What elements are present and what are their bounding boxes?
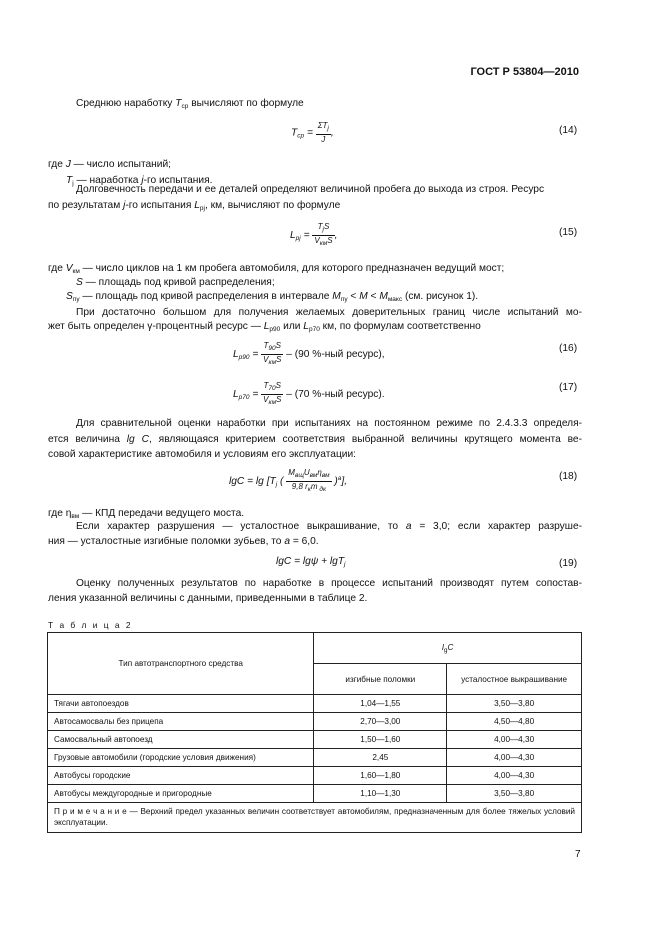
formula-14: $T_{ср}$ = $\frac{\Sigma T_j}{J}$ , bbox=[291, 121, 334, 144]
paragraph: совой характеристике автомобиля и условиям его эксплуатации: bbox=[48, 449, 356, 460]
table-title: Т а б л и ц а 2 bbox=[48, 620, 133, 630]
paragraph: Если характер разрушения — усталостное выкрашивание, то a = 3,0; если характер разруше- bbox=[76, 521, 582, 532]
paragraph: Долговечность передачи и ее деталей определяют величиной пробега до выхода из строя. Ресурс bbox=[76, 184, 545, 195]
paragraph: Оценку полученных результатов по наработке в процессе испытаний производят путем сопостав- bbox=[76, 578, 582, 589]
equation-number: (17) bbox=[559, 382, 578, 393]
table-row: Автосамосвалы без прицепа 2,70—3,00 4,50—4,80 bbox=[48, 713, 582, 731]
paragraph: жет быть определен γ-процентный ресурс — $L_{p90}$ или $L_{p70}$ км, по формулам соответственно bbox=[48, 321, 481, 333]
data-table bbox=[47, 632, 582, 833]
paragraph: При достаточно большом для получения желаемых доверительных границ числе испытаний мо- bbox=[76, 307, 582, 318]
where-clause: S — площадь под кривой распределения; bbox=[76, 277, 275, 288]
where-clause: $S_{пу}$ — площадь под кривой распределения в интервале $M_{пу} < M < M_{макс}$ (см. рисунок 1). bbox=[66, 291, 479, 303]
formula-19: lgC = lgψ + lgT$_j$ bbox=[276, 556, 346, 568]
equation-number: (18) bbox=[559, 471, 578, 482]
formula-17: $L_{p70}$ = $\frac{T_{70}S}{V_{км}S}$ – (70 %-ный ресурс). bbox=[233, 381, 385, 406]
paragraph: ния — усталостные изгибные поломки зубьев, то a = 6,0. bbox=[48, 536, 319, 547]
table-row: Автобусы междугородные и пригородные 1,10—1,30 3,50—3,80 bbox=[48, 785, 582, 803]
where-clause: где $V_{км}$ — число циклов на 1 км пробега автомобиля, для которого предназначен ведущий мост; bbox=[48, 263, 505, 275]
paragraph: Для сравнительной оценки наработки при испытаниях на постоянном режиме по 2.4.3.3 определя- bbox=[76, 418, 582, 429]
paragraph: ется величина lg C, являющаяся критерием соответствия выбранной величины крутящего момента ве- bbox=[48, 434, 582, 445]
header-type: Тип автотранспортного средства bbox=[48, 633, 314, 695]
header-pit: усталостное выкрашивание bbox=[447, 664, 582, 695]
table-row: Автобусы городские 1,60—1,80 4,00—4,30 bbox=[48, 767, 582, 785]
table-note: П р и м е ч а н и е — Верхний предел указанных величин соответствует автомобилям, предназначенным для более тяжелых условий эксплуатации. bbox=[48, 803, 582, 833]
where-clause: $T_j$ — наработка j-го испытания. bbox=[66, 175, 213, 187]
equation-number: (14) bbox=[559, 125, 578, 136]
page-number: 7 bbox=[575, 849, 581, 860]
formula-15: $L_{pj}$ = $\frac{T_jS}{V_{км}S}$ , bbox=[290, 222, 338, 247]
table-row: Тягачи автопоездов 1,04—1,55 3,50—3,80 bbox=[48, 695, 582, 713]
where-clause: где $\eta_{вм}$ — КПД передачи ведущего моста. bbox=[48, 508, 245, 520]
paragraph: ления указанной величины с данными, приведенными в таблице 2. bbox=[48, 593, 368, 604]
paragraph: по результатам j-го испытания $L_{pj}$, км, вычисляют по формуле bbox=[48, 200, 341, 212]
header-bend: изгибные поломки bbox=[314, 664, 447, 695]
table-row: Грузовые автомобили (городские условия движения) 2,45 4,00—4,30 bbox=[48, 749, 582, 767]
formula-16: $L_{p90}$ = $\frac{T_{90}S}{V_{км}S}$ – (90 %-ный ресурс), bbox=[233, 341, 385, 366]
where-clause: где J — число испытаний; bbox=[48, 159, 171, 170]
header-lgc: $l_gC$ bbox=[314, 633, 582, 664]
equation-number: (15) bbox=[559, 227, 578, 238]
paragraph: Среднюю наработку $T_{ср}$ вычисляют по формуле bbox=[76, 98, 304, 110]
equation-number: (16) bbox=[559, 343, 578, 354]
table-row: Самосвальный автопоезд 1,50—1,60 4,00—4,30 bbox=[48, 731, 582, 749]
equation-number: (19) bbox=[559, 558, 578, 569]
document-header: ГОСТ Р 53804—2010 bbox=[470, 66, 579, 78]
formula-18: $\lg C = \lg [T_j$ ( $\frac{M_{вщ}U_{вм}\eta_{вм}}{9,8 r_кm _{дк}}$ )$^a$], bbox=[229, 468, 348, 493]
